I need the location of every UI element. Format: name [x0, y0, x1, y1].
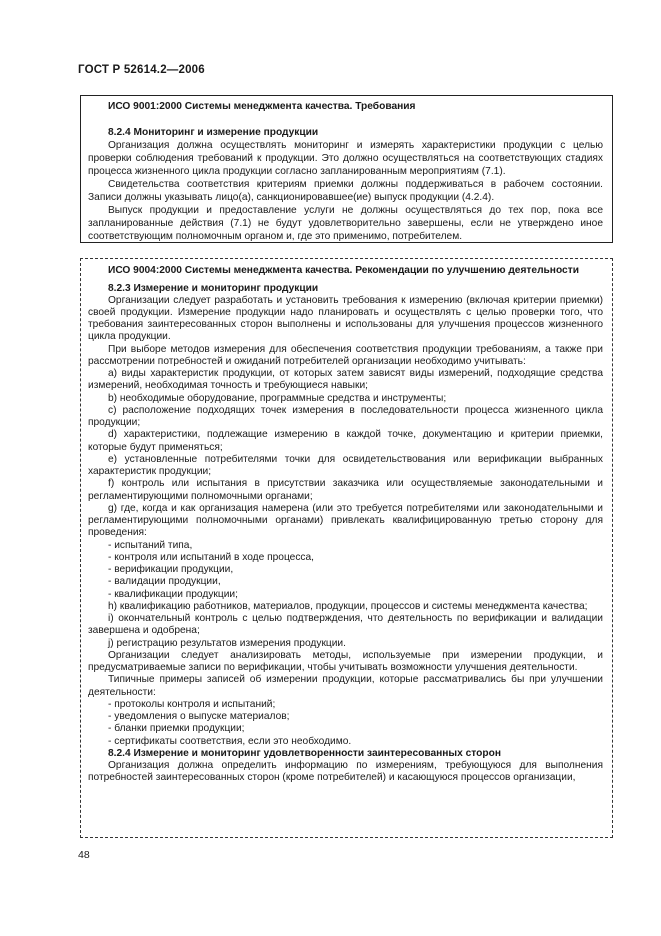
list-item: d) характеристики, подлежащие измерению в каждой точке, документацию и критерии приемки, которые будут применяться; [88, 429, 603, 453]
list-item: а) виды характеристик продукции, от которых затем зависят виды измерений, подходящие средства измерений, необходимая точность и требующиеся навыки; [88, 368, 603, 392]
paragraph: Типичные примеры записей об измерении продукции, которые рассматривались бы при улучшении деятельности: [88, 674, 603, 698]
list-item: i) окончательный контроль с целью подтверждения, что деятельность по верификации и валидации завершена и одобрена; [88, 613, 603, 637]
list-item: f) контроль или испытания в присутствии заказчика или осуществляемые законодательными и регламентирующими полномочными органами; [88, 478, 603, 502]
list-item: h) квалификацию работников, материалов, продукции, процессов и системы менеджмента качества; [108, 600, 588, 612]
dash-item: - протоколы контроля и испытаний; [108, 698, 276, 710]
list-item: c) расположение подходящих точек измерения в последовательности процесса жизненного цикла продукции; [88, 404, 603, 428]
paragraph: При выборе методов измерения для обеспечения соответствия продукции требованиям, а также при рассмотрении потребностей и ожиданий потребителей организации необходимо учитывать: [88, 343, 603, 367]
dash-item: - верификации продукции, [108, 564, 234, 575]
iso-9001-box [80, 95, 613, 243]
dash-item: - бланки приемки продукции; [108, 723, 245, 735]
paragraph: Выпуск продукции и предоставление услуги не должны осуществляться до тех пор, пока все запланированные действия (7.1) не будут удовлетворительно завершены, если не утверждено иное соответствующим полномочным органом и, где это применимо, потребителем. [88, 205, 603, 242]
iso-9004-box [80, 258, 613, 838]
list-item: e) установленные потребителями точки для освидетельствования или верификации выбранных характеристик продукции; [88, 453, 603, 477]
paragraph: Организации следует анализировать методы, используемые при измерении продукции, и предусматриваемые записи по верификации, чтобы учитывать возможности улучшения деятельности. [88, 649, 603, 673]
paragraph: Свидетельства соответствия критериям приемки должны поддерживаться в рабочем состоянии. Записи должны указывать лицо(а), санкционировавшее(ие) выпуск продукции (4.2.4). [88, 179, 603, 203]
paragraph: Организации следует разработать и установить требования к измерению (включая критерии приемки) своей продукции. Измерение продукции надо планировать и осуществлять с целью проверки того, что требования заинтересованных сторон выполнены и использованы для улучшения процессов жизненного цикла продукции. [88, 294, 603, 343]
dash-item: - сертификаты соответствия, если это необходимо. [108, 735, 352, 747]
dash-item: - квалификации продукции; [108, 588, 238, 600]
section-title: 8.2.4 Мониторинг и измерение продукции [108, 127, 319, 138]
dash-item: - валидации продукции, [108, 576, 221, 588]
section-title: 8.2.4 Измерение и мониторинг удовлетворенности заинтересованных сторон [108, 747, 501, 759]
box-title: ИСО 9001:2000 Системы менеджмента качества. Требования [108, 101, 416, 112]
list-item: b) необходимые оборудование, программные средства и инструменты; [108, 392, 447, 404]
box-title: ИСО 9004:2000 Системы менеджмента качества. Рекомендации по улучшению деятельности [108, 265, 579, 276]
list-item: g) где, когда и как организация намерена (или это требуется потребителями или законодательными и регламентирующими полномочными органами) привлекать квалифицированную третью сторону для проведения: [88, 502, 603, 539]
paragraph: Организация должна осуществлять мониторинг и измерять характеристики продукции с целью проверки соблюдения требований к продукции. Это должно осуществляться на соответствующих стадиях процесса жизненного цикла продукции согласно запланированным мероприятиям (7.1). [88, 140, 603, 177]
dash-item: - испытаний типа, [108, 539, 193, 551]
section-title: 8.2.3 Измерение и мониторинг продукции [108, 282, 319, 294]
dash-item: - контроля или испытаний в ходе процесса, [108, 551, 315, 563]
paragraph: Организация должна определить информацию по измерениям, требующуюся для выполнения потребностей заинтересованных сторон (кроме потребителей) и касающуюся процессов организации, [88, 759, 603, 783]
document-id: ГОСТ Р 52614.2—2006 [78, 64, 205, 76]
list-item: j) регистрацию результатов измерения продукции. [108, 637, 346, 649]
dash-item: - уведомления о выпуске материалов; [108, 711, 290, 722]
page-number: 48 [78, 849, 90, 861]
